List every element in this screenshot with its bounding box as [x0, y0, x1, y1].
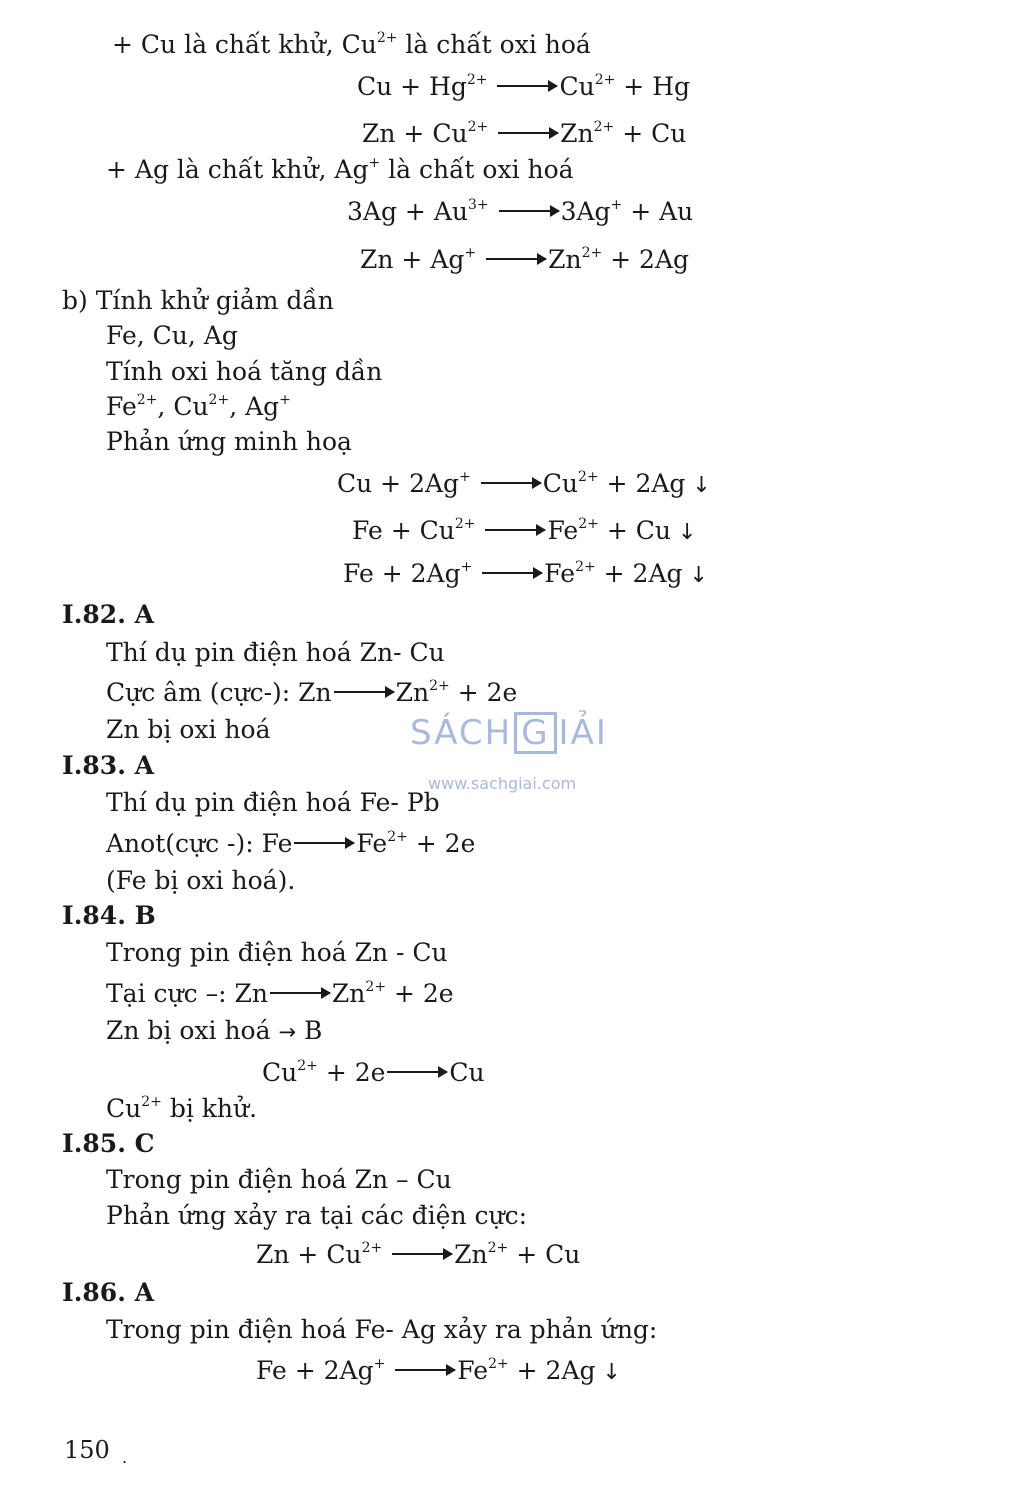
section-b-title: b) Tính khử giảm dần: [62, 286, 334, 315]
text-line: Phản ứng minh hoạ: [106, 427, 352, 456]
text-line: Trong pin điện hoá Fe- Ag xảy ra phản ứng:: [106, 1315, 658, 1344]
down-arrow-icon: ↓: [682, 563, 708, 588]
text-line: $Cu^{2+}$ bị khử.: [106, 1094, 258, 1123]
equation: Fe + 2Ag+ $Fe^{2+} + 2Ag$ ↓: [343, 559, 708, 588]
text-line: Tại cực –: Zn $Zn^{2+} + 2e$: [106, 979, 454, 1008]
equation: $3Ag + Au^{3+}$ 3Ag+ + Au: [347, 197, 694, 226]
text-line: + Ag là chất khử, Ag+ là chất oxi hoá: [106, 155, 574, 184]
arrow-icon: [294, 842, 354, 844]
question-heading: I.85. C: [62, 1129, 155, 1158]
text-line: (Fe bị oxi hoá).: [106, 866, 296, 895]
arrow-icon: [387, 1071, 447, 1073]
question-heading: I.86. A: [62, 1278, 154, 1307]
text-line: Cực âm (cực-): Zn $Zn^{2+} + 2e$: [106, 678, 518, 707]
down-arrow-icon: ↓: [670, 520, 697, 545]
arrow-icon: [498, 132, 558, 134]
question-heading: I.83. A: [62, 751, 154, 780]
equation: $Cu + Hg^{2+}$ $Cu^{2+} + Hg$: [357, 72, 691, 101]
text-line: Thí dụ pin điện hoá Zn- Cu: [106, 638, 445, 667]
equation: $Fe + Cu^{2+}$ $Fe^{2+} + Cu$ ↓: [352, 516, 697, 545]
down-arrow-icon: ↓: [685, 473, 711, 498]
question-heading: I.84. B: [62, 901, 156, 930]
arrow-icon: [485, 529, 545, 531]
text-line: + Cu là chất khử, $Cu^{2+}$ là chất oxi hoá: [112, 30, 591, 59]
arrow-icon: [481, 482, 541, 484]
equation: $Cu^{2+} + 2e$ Cu: [262, 1058, 485, 1087]
page-number: 150: [64, 1436, 110, 1464]
text-line: Tính oxi hoá tăng dần: [106, 357, 383, 386]
text-line: Zn bị oxi hoá → B: [106, 1016, 323, 1045]
arrow-icon: [499, 210, 559, 212]
watermark-url: www.sachgiai.com: [428, 774, 577, 793]
page-dot: .: [122, 1448, 128, 1467]
text-line: Phản ứng xảy ra tại các điện cực:: [106, 1201, 528, 1230]
arrow-icon: [497, 85, 557, 87]
text-line: Trong pin điện hoá Zn - Cu: [106, 938, 448, 967]
text-line: Fe, Cu, Ag: [106, 321, 238, 350]
equation: Cu + 2Ag+ $Cu^{2+} + 2Ag$ ↓: [337, 469, 711, 498]
equation: $Zn + Cu^{2+}$ $Zn^{2+} + Cu$: [256, 1240, 581, 1269]
text-line: Trong pin điện hoá Zn – Cu: [106, 1165, 452, 1194]
right-arrow-icon: →: [278, 1020, 297, 1044]
down-arrow-icon: ↓: [595, 1360, 621, 1385]
arrow-icon: [392, 1253, 452, 1255]
text-line: $Fe^{2+}$, $Cu^{2+}$, Ag+: [106, 392, 291, 421]
arrow-icon: [270, 992, 330, 994]
equation: $Zn + Cu^{2+}$ $Zn^{2+} + Cu$: [362, 119, 687, 148]
arrow-icon: [482, 572, 542, 574]
arrow-icon: [334, 691, 394, 693]
question-heading: I.82. A: [62, 600, 154, 629]
watermark-logo: SÁCH G IẢI: [410, 713, 608, 753]
equation: Zn + Ag+ $Zn^{2+} + 2Ag$: [360, 245, 690, 274]
text-line: Thí dụ pin điện hoá Fe- Pb: [106, 788, 440, 817]
arrow-icon: [486, 258, 546, 260]
text-line: Zn bị oxi hoá: [106, 715, 271, 744]
arrow-icon: [395, 1369, 455, 1371]
equation: Fe + 2Ag+ $Fe^{2+} + 2Ag$ ↓: [256, 1356, 621, 1385]
text-line: Anot(cực -): Fe $Fe^{2+} + 2e$: [106, 829, 476, 858]
